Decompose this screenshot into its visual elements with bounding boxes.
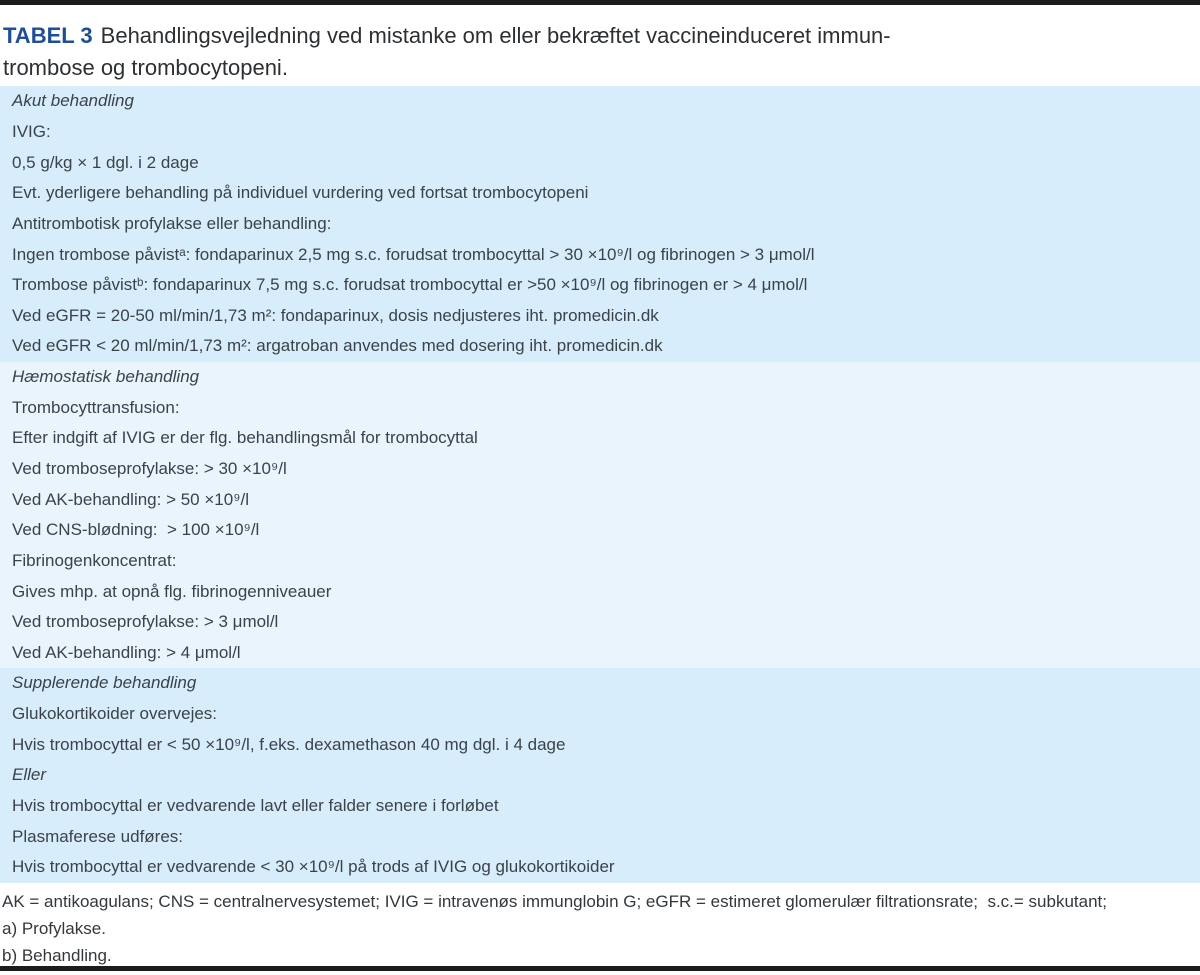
table-row: IVIG: bbox=[12, 121, 51, 141]
table-row: Ved CNS-blødning: > 100 ×10⁹/l bbox=[12, 520, 260, 540]
table-section bbox=[0, 362, 1200, 668]
table-row: Antitrombotisk profylakse eller behandling: bbox=[12, 213, 332, 233]
table-row: Hvis trombocyttal er < 50 ×10⁹/l, f.eks. dexamethason 40 mg dgl. i 4 dage bbox=[12, 734, 566, 754]
table-row: Efter indgift af IVIG er der flg. behandlingsmål for trombocyttal bbox=[12, 428, 478, 448]
caption-line-2: trombose og trombocytopeni. bbox=[3, 55, 288, 80]
table-footnotes bbox=[0, 883, 1200, 966]
table-row: 0,5 g/kg × 1 dgl. i 2 dage bbox=[12, 152, 199, 172]
table-section bbox=[0, 668, 1200, 882]
table-row: Hvis trombocyttal er vedvarende lavt eller falder senere i forløbet bbox=[12, 796, 499, 816]
table-row: Trombose påvistᵇ: fondaparinux 7,5 mg s.c. forudsat trombocyttal er >50 ×10⁹/l og fibrinogen er > 4 μmol/l bbox=[12, 275, 808, 295]
table-row: Evt. yderligere behandling på individuel vurdering ved fortsat trombocytopeni bbox=[12, 183, 589, 203]
table-row: Eller bbox=[12, 765, 47, 785]
table-row: Hvis trombocyttal er vedvarende < 30 ×10⁹/l på trods af IVIG og glukokortikoider bbox=[12, 857, 615, 877]
table-row: Ved eGFR = 20-50 ml/min/1,73 m²: fondaparinux, dosis nedjusteres iht. promedicin.dk bbox=[12, 305, 659, 325]
abbreviations-footnote: AK = antikoagulans; CNS = centralnervesystemet; IVIG = intravenøs immunglobin G; eGFR = estimeret glomerulær filtrationsrate; s.c.= subkutant; bbox=[2, 892, 1107, 911]
table-row: Trombocyttransfusion: bbox=[12, 397, 180, 417]
table-number-label: TABEL 3 bbox=[3, 23, 93, 48]
table-section bbox=[0, 86, 1200, 362]
caption-text: Behandlingsvejledning ved mistanke om eller bekræftet vaccineinduceret immun- bbox=[100, 23, 891, 48]
table-row: Ingen trombose påvistᵃ: fondaparinux 2,5 mg s.c. forudsat trombocyttal > 30 ×10⁹/l og fibrinogen > 3 μmol/l bbox=[12, 244, 815, 264]
section-header: Akut behandling bbox=[12, 91, 134, 111]
bottom-rule bbox=[0, 966, 1200, 971]
table-row: Fibrinogenkoncentrat: bbox=[12, 550, 177, 570]
treatment-table bbox=[0, 86, 1200, 883]
table-caption bbox=[0, 5, 1200, 86]
table-row: Ved tromboseprofylakse: > 3 μmol/l bbox=[12, 612, 279, 632]
table-row: Ved AK-behandling: > 50 ×10⁹/l bbox=[12, 489, 249, 509]
table-row: Ved eGFR < 20 ml/min/1,73 m²: argatroban anvendes med dosering iht. promedicin.dk bbox=[12, 336, 663, 356]
table-row: Glukokortikoider overvejes: bbox=[12, 704, 218, 724]
table-row: Ved AK-behandling: > 4 μmol/l bbox=[12, 642, 241, 662]
section-header: Hæmostatisk behandling bbox=[12, 367, 200, 387]
table-row: Gives mhp. at opnå flg. fibrinogenniveauer bbox=[12, 581, 332, 601]
footnote-a: a) Profylakse. bbox=[2, 919, 106, 938]
section-header: Supplerende behandling bbox=[12, 673, 197, 693]
table-row: Ved tromboseprofylakse: > 30 ×10⁹/l bbox=[12, 459, 287, 478]
footnote-b: b) Behandling. bbox=[2, 946, 112, 965]
caption-line-1 bbox=[3, 20, 1200, 52]
table-row: Plasmaferese udføres: bbox=[12, 826, 184, 846]
